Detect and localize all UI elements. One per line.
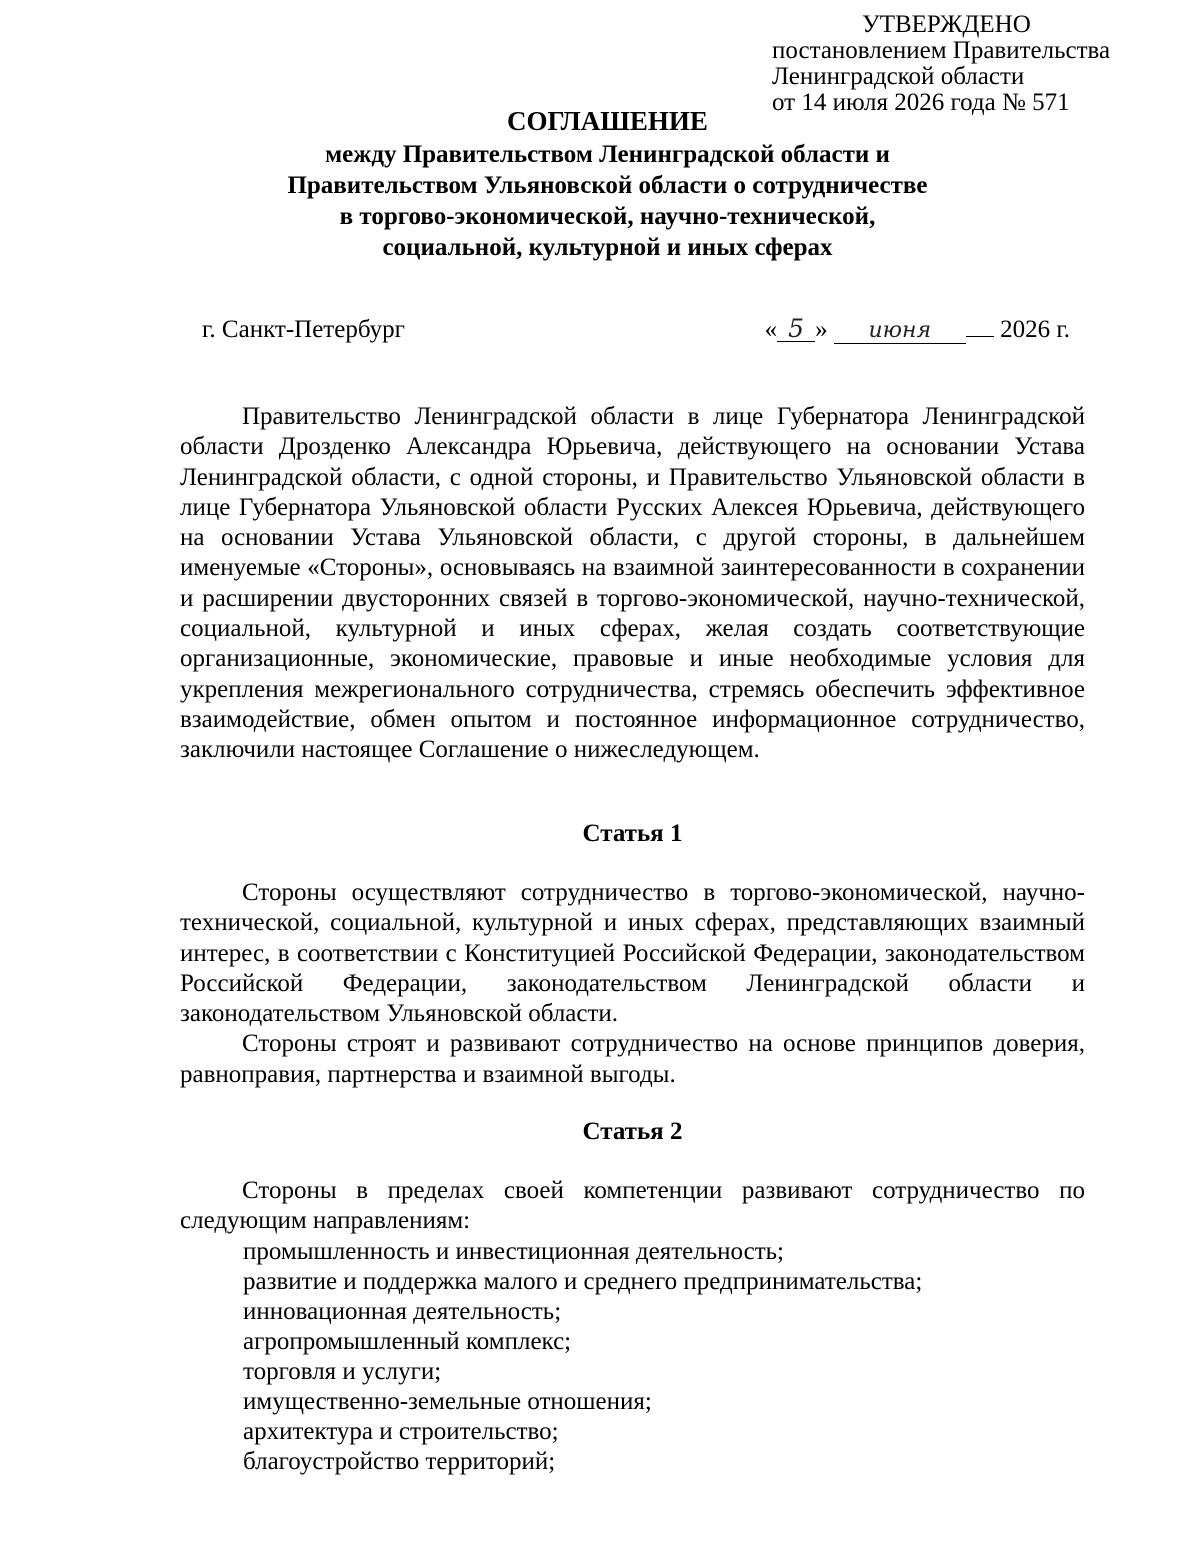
preamble-block <box>180 402 1085 766</box>
place-and-date <box>202 316 1070 348</box>
list-item: благоустройство территорий; <box>243 1448 556 1475</box>
list-item: агропромышленный комплекс; <box>243 1328 572 1355</box>
article-1-title: Статья 1 <box>582 820 683 847</box>
list-item: торговля и услуги; <box>243 1358 442 1385</box>
list-item: архитектура и строительство; <box>243 1418 559 1445</box>
date <box>765 316 1070 344</box>
title-line-1: между Правительством Ленинградской области и <box>325 141 890 168</box>
handwritten-month: июня <box>834 319 966 344</box>
article-1-body <box>180 878 1085 1090</box>
approval-stamp <box>772 12 1192 116</box>
approval-heading: УТВЕРЖДЕНО <box>862 11 1031 38</box>
article-2-intro-block <box>180 1176 1085 1237</box>
approval-line-2: Ленинградской области <box>772 63 1025 90</box>
list-item: развитие и поддержка малого и среднего предпринимательства; <box>243 1268 923 1295</box>
article-2-title: Статья 2 <box>582 1118 683 1145</box>
open-quote: « <box>764 316 778 343</box>
article-1-paragraph-2: Стороны строят и развивают сотрудничество на основе принципов доверия, равноправия, партнерства и взаимной выгоды. <box>180 1030 1085 1088</box>
year: 2026 г. <box>1000 316 1070 343</box>
approval-line-3: от 14 июля 2026 года № 571 <box>772 89 1070 116</box>
title-line-2: Правительством Ульяновской области о сотрудничестве <box>287 172 928 199</box>
article-1-paragraph-1: Стороны осуществляют сотрудничество в торгово-экономической, научно-технической, социальной, культурной и иных сферах, представляющих взаимный интерес, в соответствии с Конституцией Российской Федерации, законодательством Российской Федерации, законодательством Ленинградской области и законодательством Ульяновской области. <box>180 879 1085 1028</box>
article-2-intro: Стороны в пределах своей компетенции развивают сотрудничество по следующим направлениям: <box>180 1177 1085 1235</box>
preamble-paragraph: Правительство Ленинградской области в лице Губернатора Ленинградской области Дрозденко Александра Юрьевича, действующего на основании Устава Ленинградской области, с одной стороны, и Правительство Ульяновской области в лице Губернатора Ульяновской области Русских Алексея Юрьевича, действующего на основании Устава Ульяновской области, с другой стороны, в дальнейшем именуемые «Стороны», основываясь на взаимной заинтересованности в сохранении и расширении двусторонних связей в торгово-экономической, научно-технической, социальной, культурной и иных сферах, желая создать соответствующие организационные, экономические, правовые и иные необходимые условия для укрепления межрегионального сотрудничества, стремясь обеспечить эффективное взаимодействие, обмен опытом и постоянное информационное сотрудничество, заключили настоящее Соглашение о нижеследующем. <box>180 403 1085 764</box>
city: г. Санкт-Петербург <box>202 316 405 343</box>
title-main: СОГЛАШЕНИЕ <box>507 106 708 136</box>
approval-line-1: постановлением Правительства <box>772 37 1111 64</box>
list-item: инновационная деятельность; <box>243 1298 562 1325</box>
close-quote: » <box>815 316 828 343</box>
title-line-4: социальной, культурной и иных сферах <box>382 234 833 261</box>
title-line-3: в торгово-экономической, научно-технической, <box>339 203 876 230</box>
handwritten-day: 5 <box>777 317 815 342</box>
date-underline <box>966 336 994 337</box>
list-item: имущественно-земельные отношения; <box>243 1388 652 1415</box>
document-title <box>180 106 1035 263</box>
list-item: промышленность и инвестиционная деятельность; <box>243 1238 785 1265</box>
